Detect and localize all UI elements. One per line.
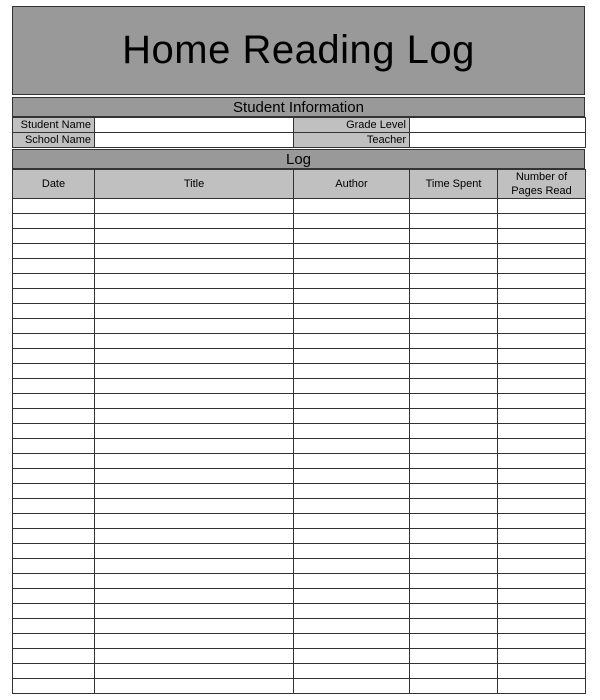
log-cell-title[interactable]: [95, 574, 294, 589]
log-cell-author[interactable]: [294, 649, 410, 664]
log-cell-time-spent[interactable]: [410, 214, 498, 229]
log-cell-author[interactable]: [294, 334, 410, 349]
log-cell-title[interactable]: [95, 364, 294, 379]
log-cell-pages-read[interactable]: [498, 559, 586, 574]
log-cell-author[interactable]: [294, 574, 410, 589]
table-row: [13, 259, 586, 274]
log-cell-title[interactable]: [95, 469, 294, 484]
log-cell-date[interactable]: [13, 334, 95, 349]
log-cell-time-spent[interactable]: [410, 679, 498, 694]
log-cell-time-spent[interactable]: [410, 589, 498, 604]
log-cell-author[interactable]: [294, 244, 410, 259]
log-cell-time-spent[interactable]: [410, 469, 498, 484]
table-row: [13, 379, 586, 394]
log-cell-pages-read[interactable]: [498, 619, 586, 634]
log-cell-author[interactable]: [294, 619, 410, 634]
log-cell-pages-read[interactable]: [498, 514, 586, 529]
student-info-header-text: Student Information: [233, 98, 364, 116]
log-cell-title[interactable]: [95, 439, 294, 454]
log-cell-title[interactable]: [95, 529, 294, 544]
log-cell-time-spent[interactable]: [410, 544, 498, 559]
log-cell-author[interactable]: [294, 304, 410, 319]
log-cell-title[interactable]: [95, 544, 294, 559]
table-row: [13, 499, 586, 514]
page-title: Home Reading Log: [122, 28, 475, 72]
log-cell-time-spent[interactable]: [410, 439, 498, 454]
log-cell-pages-read[interactable]: [498, 529, 586, 544]
log-cell-date[interactable]: [13, 214, 95, 229]
log-cell-time-spent[interactable]: [410, 619, 498, 634]
log-cell-date[interactable]: [13, 274, 95, 289]
log-cell-title[interactable]: [95, 319, 294, 334]
table-row: [13, 334, 586, 349]
log-cell-date[interactable]: [13, 634, 95, 649]
table-row: [13, 304, 586, 319]
log-cell-time-spent[interactable]: [410, 649, 498, 664]
log-cell-pages-read[interactable]: [498, 379, 586, 394]
log-cell-pages-read[interactable]: [498, 244, 586, 259]
log-cell-date[interactable]: [13, 679, 95, 694]
log-cell-pages-read[interactable]: [498, 259, 586, 274]
reading-log-form: [12, 6, 585, 691]
log-cell-title[interactable]: [95, 304, 294, 319]
log-cell-title[interactable]: [95, 664, 294, 679]
table-row: [13, 229, 586, 244]
log-cell-time-spent[interactable]: [410, 394, 498, 409]
log-cell-title[interactable]: [95, 589, 294, 604]
log-cell-time-spent[interactable]: [410, 454, 498, 469]
log-cell-date[interactable]: [13, 574, 95, 589]
table-row: [13, 589, 586, 604]
log-cell-pages-read[interactable]: [498, 454, 586, 469]
log-cell-pages-read[interactable]: [498, 499, 586, 514]
log-cell-pages-read[interactable]: [498, 574, 586, 589]
log-cell-author[interactable]: [294, 634, 410, 649]
grade-level-label: Grade Level: [294, 118, 410, 133]
log-cell-time-spent[interactable]: [410, 244, 498, 259]
log-cell-date[interactable]: [13, 379, 95, 394]
table-row: [13, 679, 586, 694]
log-cell-pages-read[interactable]: [498, 544, 586, 559]
table-row: [13, 559, 586, 574]
log-cell-pages-read[interactable]: [498, 289, 586, 304]
log-cell-date[interactable]: [13, 619, 95, 634]
log-rows: [13, 199, 586, 694]
table-row: [13, 319, 586, 334]
table-row: [13, 634, 586, 649]
student-info-row-2: [13, 133, 586, 148]
table-row: [13, 349, 586, 364]
table-row: [13, 529, 586, 544]
log-cell-author[interactable]: [294, 259, 410, 274]
log-cell-author[interactable]: [294, 664, 410, 679]
table-row: [13, 394, 586, 409]
log-cell-time-spent[interactable]: [410, 274, 498, 289]
log-cell-date[interactable]: [13, 409, 95, 424]
log-cell-title[interactable]: [95, 334, 294, 349]
log-cell-title[interactable]: [95, 274, 294, 289]
log-cell-date[interactable]: [13, 424, 95, 439]
log-cell-title[interactable]: [95, 229, 294, 244]
log-cell-time-spent[interactable]: [410, 289, 498, 304]
table-row: [13, 604, 586, 619]
log-cell-title[interactable]: [95, 604, 294, 619]
log-cell-date[interactable]: [13, 199, 95, 214]
log-cell-pages-read[interactable]: [498, 484, 586, 499]
student-info-table: [12, 117, 586, 148]
table-row: [13, 454, 586, 469]
table-row: [13, 574, 586, 589]
log-cell-title[interactable]: [95, 259, 294, 274]
log-cell-title[interactable]: [95, 349, 294, 364]
log-cell-author[interactable]: [294, 409, 410, 424]
log-cell-pages-read[interactable]: [498, 274, 586, 289]
log-cell-title[interactable]: [95, 649, 294, 664]
log-cell-date[interactable]: [13, 394, 95, 409]
log-cell-time-spent[interactable]: [410, 349, 498, 364]
log-cell-title[interactable]: [95, 394, 294, 409]
teacher-label: Teacher: [294, 133, 410, 148]
table-row: [13, 439, 586, 454]
log-cell-date[interactable]: [13, 349, 95, 364]
log-cell-author[interactable]: [294, 514, 410, 529]
log-cell-author[interactable]: [294, 379, 410, 394]
table-row: [13, 214, 586, 229]
log-cell-date[interactable]: [13, 439, 95, 454]
table-row: [13, 544, 586, 559]
log-column-headers: [13, 170, 586, 199]
table-row: [13, 289, 586, 304]
log-cell-date[interactable]: [13, 649, 95, 664]
column-header-author: Author: [294, 170, 410, 199]
log-cell-title[interactable]: [95, 409, 294, 424]
log-cell-date[interactable]: [13, 289, 95, 304]
log-cell-time-spent[interactable]: [410, 559, 498, 574]
table-row: [13, 484, 586, 499]
log-cell-author[interactable]: [294, 484, 410, 499]
log-cell-pages-read[interactable]: [498, 589, 586, 604]
log-cell-title[interactable]: [95, 484, 294, 499]
column-header-pages-read: Number of Pages Read: [498, 170, 586, 199]
log-cell-date[interactable]: [13, 319, 95, 334]
log-cell-date[interactable]: [13, 514, 95, 529]
log-cell-author[interactable]: [294, 469, 410, 484]
log-cell-author[interactable]: [294, 394, 410, 409]
log-cell-pages-read[interactable]: [498, 634, 586, 649]
log-cell-date[interactable]: [13, 259, 95, 274]
log-cell-time-spent[interactable]: [410, 664, 498, 679]
log-cell-author[interactable]: [294, 529, 410, 544]
log-cell-author[interactable]: [294, 454, 410, 469]
log-cell-time-spent[interactable]: [410, 529, 498, 544]
log-cell-time-spent[interactable]: [410, 499, 498, 514]
table-row: [13, 199, 586, 214]
log-cell-date[interactable]: [13, 589, 95, 604]
log-cell-author[interactable]: [294, 679, 410, 694]
log-cell-pages-read[interactable]: [498, 304, 586, 319]
log-cell-time-spent[interactable]: [410, 604, 498, 619]
log-cell-time-spent[interactable]: [410, 304, 498, 319]
log-cell-author[interactable]: [294, 499, 410, 514]
log-cell-author[interactable]: [294, 214, 410, 229]
log-cell-title[interactable]: [95, 289, 294, 304]
log-cell-pages-read[interactable]: [498, 679, 586, 694]
log-cell-time-spent[interactable]: [410, 319, 498, 334]
student-info-row-1: [13, 118, 586, 133]
log-cell-date[interactable]: [13, 664, 95, 679]
log-cell-time-spent[interactable]: [410, 514, 498, 529]
log-cell-title[interactable]: [95, 424, 294, 439]
school-name-field[interactable]: [95, 133, 294, 148]
grade-level-field[interactable]: [410, 118, 586, 133]
log-cell-pages-read[interactable]: [498, 364, 586, 379]
log-cell-date[interactable]: [13, 304, 95, 319]
table-row: [13, 409, 586, 424]
log-cell-date[interactable]: [13, 364, 95, 379]
log-cell-author[interactable]: [294, 349, 410, 364]
log-cell-title[interactable]: [95, 379, 294, 394]
log-cell-date[interactable]: [13, 529, 95, 544]
student-name-field[interactable]: [95, 118, 294, 133]
log-cell-date[interactable]: [13, 544, 95, 559]
log-cell-date[interactable]: [13, 454, 95, 469]
log-cell-time-spent[interactable]: [410, 424, 498, 439]
log-cell-author[interactable]: [294, 274, 410, 289]
log-cell-date[interactable]: [13, 484, 95, 499]
log-cell-time-spent[interactable]: [410, 484, 498, 499]
log-table: [12, 169, 586, 694]
table-row: [13, 649, 586, 664]
log-cell-author[interactable]: [294, 229, 410, 244]
log-cell-date[interactable]: [13, 244, 95, 259]
log-cell-pages-read[interactable]: [498, 214, 586, 229]
log-cell-author[interactable]: [294, 544, 410, 559]
log-cell-pages-read[interactable]: [498, 649, 586, 664]
log-cell-pages-read[interactable]: [498, 439, 586, 454]
log-cell-author[interactable]: [294, 424, 410, 439]
log-cell-author[interactable]: [294, 364, 410, 379]
column-header-time-spent: Time Spent: [410, 170, 498, 199]
table-row: [13, 424, 586, 439]
column-header-title: Title: [95, 170, 294, 199]
log-cell-title[interactable]: [95, 499, 294, 514]
log-cell-title[interactable]: [95, 679, 294, 694]
log-cell-time-spent[interactable]: [410, 199, 498, 214]
log-cell-pages-read[interactable]: [498, 664, 586, 679]
log-cell-title[interactable]: [95, 634, 294, 649]
log-cell-author[interactable]: [294, 439, 410, 454]
log-cell-pages-read[interactable]: [498, 349, 586, 364]
student-info-header: [12, 97, 585, 117]
teacher-field[interactable]: [410, 133, 586, 148]
table-row: [13, 469, 586, 484]
school-name-label: School Name: [13, 133, 95, 148]
log-cell-pages-read[interactable]: [498, 229, 586, 244]
log-cell-author[interactable]: [294, 319, 410, 334]
log-cell-time-spent[interactable]: [410, 409, 498, 424]
log-cell-date[interactable]: [13, 559, 95, 574]
log-cell-time-spent[interactable]: [410, 259, 498, 274]
log-cell-time-spent[interactable]: [410, 379, 498, 394]
log-cell-date[interactable]: [13, 469, 95, 484]
log-cell-pages-read[interactable]: [498, 469, 586, 484]
table-row: [13, 664, 586, 679]
log-cell-pages-read[interactable]: [498, 424, 586, 439]
table-row: [13, 244, 586, 259]
log-cell-title[interactable]: [95, 559, 294, 574]
log-cell-date[interactable]: [13, 604, 95, 619]
table-row: [13, 274, 586, 289]
log-cell-title[interactable]: [95, 514, 294, 529]
log-cell-title[interactable]: [95, 199, 294, 214]
student-name-label: Student Name: [13, 118, 95, 133]
log-cell-title[interactable]: [95, 214, 294, 229]
log-cell-author[interactable]: [294, 199, 410, 214]
table-row: [13, 364, 586, 379]
log-header-text: Log: [285, 150, 312, 168]
log-cell-date[interactable]: [13, 499, 95, 514]
log-cell-author[interactable]: [294, 589, 410, 604]
log-cell-pages-read[interactable]: [498, 394, 586, 409]
log-cell-time-spent[interactable]: [410, 634, 498, 649]
log-cell-pages-read[interactable]: [498, 319, 586, 334]
log-header: [12, 149, 585, 169]
log-cell-pages-read[interactable]: [498, 604, 586, 619]
column-header-date: Date: [13, 170, 95, 199]
table-row: [13, 514, 586, 529]
log-cell-title[interactable]: [95, 619, 294, 634]
log-cell-time-spent[interactable]: [410, 364, 498, 379]
log-cell-date[interactable]: [13, 229, 95, 244]
log-cell-title[interactable]: [95, 454, 294, 469]
log-cell-time-spent[interactable]: [410, 229, 498, 244]
log-cell-author[interactable]: [294, 604, 410, 619]
table-row: [13, 619, 586, 634]
log-cell-title[interactable]: [95, 244, 294, 259]
log-cell-author[interactable]: [294, 289, 410, 304]
log-cell-pages-read[interactable]: [498, 409, 586, 424]
title-banner: [12, 6, 585, 95]
log-cell-pages-read[interactable]: [498, 334, 586, 349]
log-cell-pages-read[interactable]: [498, 199, 586, 214]
log-cell-author[interactable]: [294, 559, 410, 574]
log-cell-time-spent[interactable]: [410, 574, 498, 589]
log-cell-time-spent[interactable]: [410, 334, 498, 349]
